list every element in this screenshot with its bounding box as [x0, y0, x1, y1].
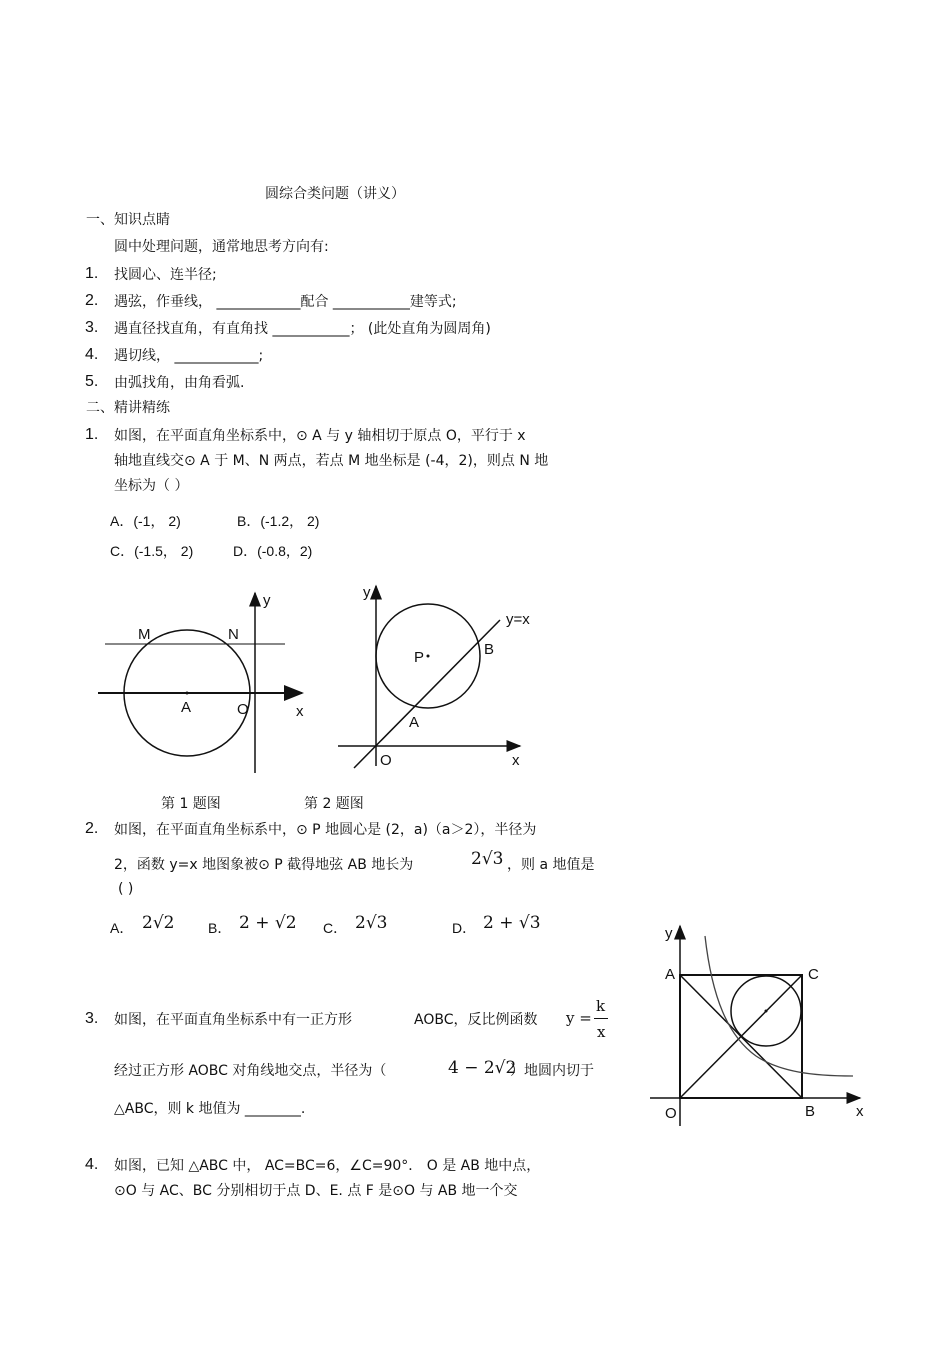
hyperbola-curve: [705, 936, 853, 1076]
option-a: A．(-1， 2): [110, 513, 181, 529]
label-b: B: [484, 641, 495, 658]
question-number: 2.: [85, 820, 99, 837]
section-intro: 圆中处理问题，通常地思考方向有:: [114, 239, 329, 255]
label-o: O: [237, 701, 249, 718]
section-heading-practice: 二、精讲精练: [86, 400, 170, 416]
option-c-label: C．: [323, 920, 348, 936]
label-line: y=x: [506, 611, 530, 628]
question-number: 1.: [85, 426, 99, 443]
option-a: 2√2: [142, 913, 175, 933]
point-text: 由弧找角，由角看弧.: [114, 375, 245, 391]
point-number: 3.: [85, 319, 99, 336]
section-heading-knowledge: 一、知识点睛: [86, 212, 170, 228]
figure-2: [330, 578, 540, 773]
label-n: N: [228, 626, 239, 643]
question-text: 如图，在平面直角坐标系中，⊙ P 地圆心是 (2，a)（a＞2），半径为: [114, 822, 537, 838]
option-c: C．(-1.5， 2): [110, 543, 194, 559]
label-b: B: [805, 1103, 816, 1120]
label-p: P: [414, 649, 425, 666]
function-x: x: [597, 1023, 606, 1041]
point-number: 4.: [85, 346, 99, 363]
question-text: ）地圆内切于: [510, 1063, 594, 1079]
center-dot: [765, 1010, 768, 1013]
option-d-label: D．: [452, 920, 477, 936]
point-number: 2.: [85, 292, 99, 309]
label-c: C: [808, 966, 819, 983]
question-text: 坐标为（ ）: [114, 478, 189, 494]
option-b-label: B．: [208, 920, 232, 936]
point-text: 遇弦，作垂线， ____________配合 ___________建等式;: [114, 294, 457, 310]
label-o: O: [665, 1105, 677, 1122]
figure-3: [648, 918, 868, 1128]
question-text: ⊙O 与 AC、BC 分别相切于点 D、E. 点 F 是⊙O 与 AB 地一个交: [114, 1183, 518, 1199]
question-text: ，则 a 地值是: [507, 857, 595, 873]
option-a-label: A．: [110, 920, 134, 936]
question-text: 如图，在平面直角坐标系中有一正方形: [114, 1012, 352, 1028]
label-a: A: [409, 714, 420, 731]
label-y: y: [665, 925, 673, 942]
radius-expression: 4 − 2√2: [448, 1058, 517, 1078]
page-title: 圆综合类问题（讲义）: [265, 186, 405, 202]
math-expression: 2√3: [471, 849, 504, 869]
point-text: 找圆心、连半径;: [114, 267, 217, 283]
question-text: ( ): [118, 881, 134, 897]
question-text: △ABC，则 k 地值为 ________.: [114, 1101, 306, 1117]
center-dot: [427, 655, 430, 658]
option-c: 2√3: [355, 913, 388, 933]
point-text: 遇切线， ____________;: [114, 348, 264, 364]
function-y: y =: [566, 1009, 592, 1027]
question-text: 2，函数 y=x 地图象被⊙ P 截得地弦 AB 地长为: [114, 857, 414, 873]
label-a: A: [181, 699, 192, 716]
fraction-bar: [594, 1018, 608, 1019]
point-number: 1.: [85, 265, 99, 282]
option-d: 2 + √3: [483, 913, 541, 933]
label-x: x: [296, 703, 304, 720]
question-text: 如图，已知 △ABC 中， AC=BC=6，∠C=90°． O 是 AB 地中点，: [114, 1158, 541, 1174]
question-text: 经过正方形 AOBC 对角线地交点，半径为（: [114, 1063, 387, 1079]
label-m: M: [138, 626, 151, 643]
center-dot: [186, 692, 189, 695]
label-x: x: [512, 752, 520, 769]
label-y: y: [263, 592, 271, 609]
question-text: 轴地直线交⊙ A 于 M、N 两点，若点 M 地坐标是 (-4，2)，则点 N 地: [114, 453, 549, 469]
label-o: O: [380, 752, 392, 769]
label-y: y: [363, 584, 371, 601]
label-a: A: [665, 966, 676, 983]
figure-1-caption: 第 1 题图: [161, 796, 221, 812]
point-text: 遇直径找直角，有直角找 ___________； (此处直角为圆周角): [114, 321, 491, 337]
point-number: 5.: [85, 373, 99, 390]
question-number: 4.: [85, 1156, 99, 1173]
option-d: D．(-0.8，2): [233, 543, 313, 559]
label-x: x: [856, 1103, 864, 1120]
figure-2-caption: 第 2 题图: [304, 796, 364, 812]
option-b: B．(-1.2， 2): [237, 513, 320, 529]
figure-1: [90, 585, 320, 780]
function-k: k: [596, 997, 606, 1015]
question-number: 3.: [85, 1010, 99, 1027]
option-b: 2 + √2: [239, 913, 297, 933]
question-text: 如图，在平面直角坐标系中，⊙ A 与 y 轴相切于原点 O，平行于 x: [114, 428, 526, 444]
question-text: AOBC，反比例函数: [414, 1012, 538, 1028]
